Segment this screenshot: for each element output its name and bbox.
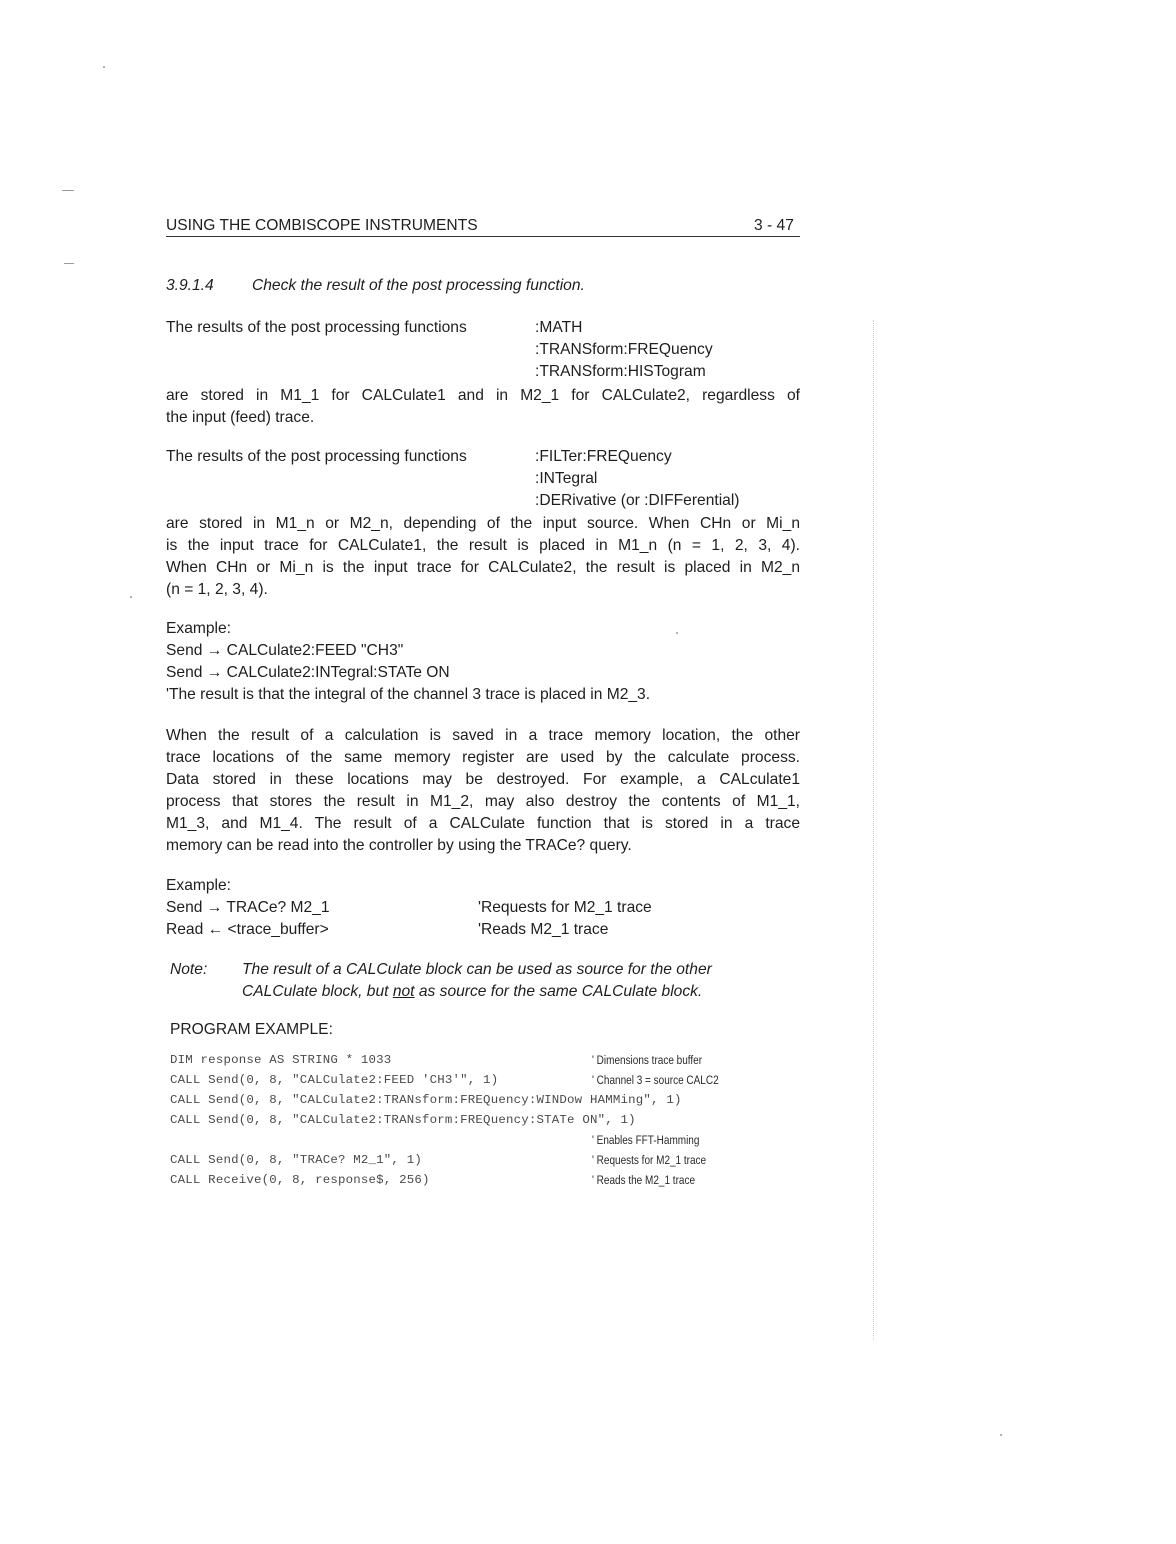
scan-speck: [103, 66, 105, 68]
code-line: CALL Send(0, 8, "CALCulate2:FEED 'CH3'", 1): [170, 1073, 499, 1087]
example1-label: Example:: [166, 620, 232, 637]
scan-speck: [676, 632, 678, 634]
code-comment: ' Dimensions trace buffer: [592, 1053, 703, 1067]
code-line: DIM response AS STRING * 1033: [170, 1053, 392, 1067]
code-comment: ' Enables FFT-Hamming: [592, 1133, 700, 1147]
code-line: CALL Receive(0, 8, response$, 256): [170, 1173, 430, 1187]
note-label: Note:: [170, 961, 208, 978]
para2-lead: The results of the post processing functions: [166, 448, 467, 465]
text-line: memory can be read into the controller by using the TRACe? query.: [166, 837, 632, 854]
running-header-title: USING THE COMBISCOPE INSTRUMENTS: [166, 217, 478, 234]
program-heading: PROGRAM EXAMPLE:: [170, 1021, 333, 1038]
header-rule: [166, 236, 800, 237]
text-line: When the result of a calculation is saved in a trace memory location, the other: [166, 727, 800, 744]
example2-label: Example:: [166, 877, 232, 894]
para1-function: :MATH: [535, 319, 583, 336]
example2-command: Send → TRACe? M2_1: [166, 899, 330, 916]
para2-body: [166, 513, 800, 601]
scan-speck: [64, 263, 74, 264]
para2-function: :INTegral: [535, 470, 598, 487]
text-line: When CHn or Mi_n is the input trace for CALCulate2, the result is placed in M2_n: [166, 559, 800, 576]
para3-body: [166, 725, 800, 857]
text-line: Data stored in these locations may be destroyed. For example, a CALculate1: [166, 771, 800, 788]
code-comment: ' Channel 3 = source CALC2: [592, 1073, 719, 1087]
code-comment: ' Reads the M2_1 trace: [592, 1173, 696, 1187]
text-line: (n = 1, 2, 3, 4).: [166, 581, 268, 598]
note-emphasis: not: [392, 983, 415, 1000]
example2-comment: 'Requests for M2_1 trace: [478, 899, 652, 916]
text-line: are stored in M1_n or M2_n, depending of the input source. When CHn or Mi_n: [166, 515, 800, 532]
para1-function: :TRANSform:FREQuency: [535, 341, 713, 358]
note-text: CALCulate block, but: [242, 983, 393, 1000]
section-title: Check the result of the post processing function.: [252, 277, 585, 294]
note-line: [242, 983, 702, 1001]
code-comment: ' Requests for M2_1 trace: [592, 1153, 707, 1167]
para1-body: [166, 385, 800, 429]
text-line: process that stores the result in M1_2, may also destroy the contents of M1_1,: [166, 793, 800, 810]
text-line: is the input trace for CALCulate1, the result is placed in M1_n (n = 1, 2, 3, 4).: [166, 537, 800, 554]
para2-function: :DERivative (or :DIFFerential): [535, 492, 740, 509]
page-number: 3 - 47: [754, 217, 794, 234]
scan-speck: [130, 596, 132, 598]
para1-function: :TRANSform:HISTogram: [535, 363, 706, 380]
scan-speck: [1000, 1434, 1002, 1436]
text-line: trace locations of the same memory register are used by the calculate process.: [166, 749, 800, 766]
text-line: the input (feed) trace.: [166, 409, 315, 426]
example1-line: Send → CALCulate2:FEED "CH3": [166, 642, 404, 659]
section-number: 3.9.1.4: [166, 277, 214, 294]
para1-lead: The results of the post processing functions: [166, 319, 467, 336]
scan-speck: [62, 190, 74, 191]
text-line: are stored in M1_1 for CALCulate1 and in M2_1 for CALCulate2, regardless of: [166, 387, 800, 404]
code-line: CALL Send(0, 8, "CALCulate2:TRANsform:FREQuency:WINDow HAMMing", 1): [170, 1093, 682, 1107]
example1-line: 'The result is that the integral of the channel 3 trace is placed in M2_3.: [166, 686, 651, 703]
note-text: as source for the same CALCulate block.: [414, 983, 703, 1000]
text-line: M1_3, and M1_4. The result of a CALCulate function that is stored in a trace: [166, 815, 800, 832]
para2-function: :FILTer:FREQuency: [535, 448, 672, 465]
code-line: CALL Send(0, 8, "CALCulate2:TRANsform:FREQuency:STATe ON", 1): [170, 1113, 636, 1127]
code-line: CALL Send(0, 8, "TRACe? M2_1", 1): [170, 1153, 422, 1167]
example2-comment: 'Reads M2_1 trace: [478, 921, 609, 938]
scan-edge-shadow: [873, 320, 874, 1340]
example2-command: Read ← <trace_buffer>: [166, 921, 329, 938]
example1-line: Send → CALCulate2:INTegral:STATe ON: [166, 664, 450, 681]
note-line: The result of a CALCulate block can be used as source for the other: [242, 961, 712, 978]
